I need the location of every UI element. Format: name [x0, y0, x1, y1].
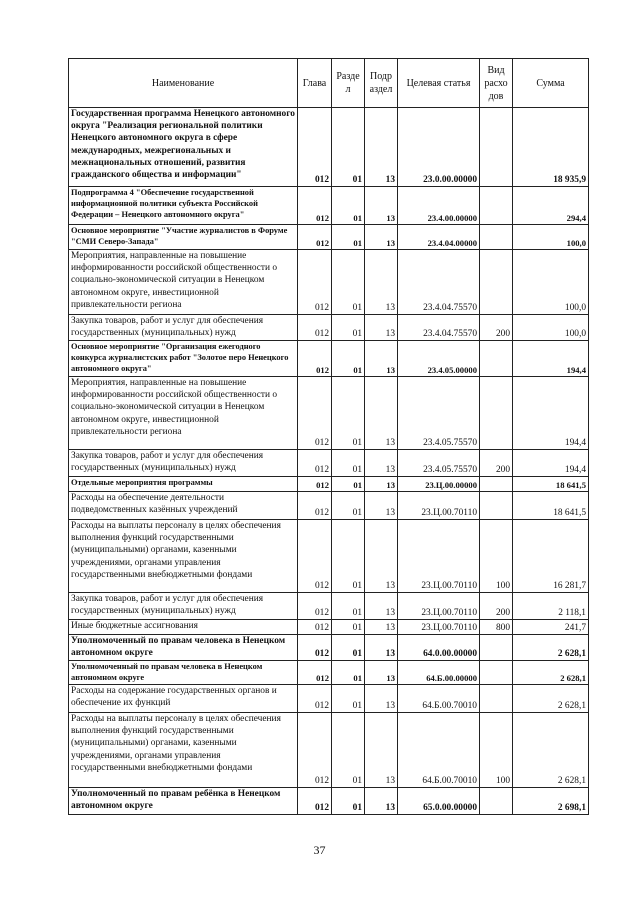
row-target: 23.4.05.75570 [398, 377, 480, 450]
row-chapter: 012 [298, 225, 332, 250]
header-sum: Сумма [513, 59, 589, 108]
row-name: Закупка товаров, работ и услуг для обеспечения государственных (муниципальных) нужд [69, 450, 298, 477]
row-subsection: 13 [365, 620, 398, 635]
row-name: Мероприятия, направленные на повышение информированности российской общественности о социально-экономической ситуации в Ненецком автономном округе, инвестиционной привлекательности региона [69, 250, 298, 315]
table-row [69, 593, 589, 620]
row-chapter: 012 [298, 377, 332, 450]
header-section: Разде л [332, 59, 365, 108]
row-sum: 2 118,1 [513, 593, 589, 620]
table-row [69, 685, 589, 713]
row-sum: 2 628,1 [513, 685, 589, 713]
row-subsection: 13 [365, 315, 398, 341]
row-subsection: 13 [365, 225, 398, 250]
row-target: 23.Ц.00.00000 [398, 477, 480, 492]
row-subsection: 13 [365, 250, 398, 315]
row-target: 23.0.00.00000 [398, 108, 480, 187]
row-section: 01 [332, 187, 365, 225]
table-row [69, 492, 589, 520]
table-row [69, 377, 589, 450]
row-name: Расходы на содержание государственных органов и обеспечение их функций [69, 685, 298, 713]
row-sum: 18 935,9 [513, 108, 589, 187]
row-name: Уполномоченный по правам человека в Ненецком автономном округе [69, 661, 298, 685]
row-subsection: 13 [365, 477, 398, 492]
table-row [69, 477, 589, 492]
row-subsection: 13 [365, 713, 398, 788]
row-subsection: 13 [365, 593, 398, 620]
row-sum: 194,4 [513, 341, 589, 377]
table-row [69, 187, 589, 225]
row-target: 23.4.04.00000 [398, 225, 480, 250]
row-name: Основное мероприятие "Организация ежегодного конкурса журналистских работ "Золотое перо Ненецкого автономного округа" [69, 341, 298, 377]
row-chapter: 012 [298, 661, 332, 685]
row-subsection: 13 [365, 635, 398, 661]
row-chapter: 012 [298, 685, 332, 713]
row-target: 64.0.00.00000 [398, 635, 480, 661]
row-name: Подпрограмма 4 "Обеспечение государственной информационной политики субъекта Российской Федерации – Ненецкого автономного округа" [69, 187, 298, 225]
row-target: 23.Ц.00.70110 [398, 492, 480, 520]
row-chapter: 012 [298, 341, 332, 377]
row-target: 23.Ц.00.70110 [398, 593, 480, 620]
row-target: 64.Б.00.00000 [398, 661, 480, 685]
row-kind [480, 635, 513, 661]
row-kind [480, 477, 513, 492]
row-section: 01 [332, 620, 365, 635]
row-sum: 2 628,1 [513, 661, 589, 685]
row-target: 23.4.05.75570 [398, 450, 480, 477]
table-row [69, 108, 589, 187]
row-sum: 100,0 [513, 315, 589, 341]
row-subsection: 13 [365, 108, 398, 187]
row-name: Расходы на выплаты персоналу в целях обеспечения выполнения функций государственными (муниципальными) органами, казенными учреждениями, органами управления государственными внебюджетными фондами [69, 713, 298, 788]
row-section: 01 [332, 225, 365, 250]
row-target: 65.0.00.00000 [398, 788, 480, 815]
row-kind [480, 788, 513, 815]
row-name: Основное мероприятие "Участие журналистов в Форуме "СМИ Северо-Запада" [69, 225, 298, 250]
row-target: 23.4.04.75570 [398, 250, 480, 315]
row-kind [480, 377, 513, 450]
table-row [69, 315, 589, 341]
row-kind [480, 187, 513, 225]
row-subsection: 13 [365, 685, 398, 713]
row-name: Отдельные мероприятия программы [69, 477, 298, 492]
row-section: 01 [332, 635, 365, 661]
row-subsection: 13 [365, 788, 398, 815]
row-sum: 18 641,5 [513, 492, 589, 520]
row-section: 01 [332, 315, 365, 341]
row-target: 64.Б.00.70010 [398, 713, 480, 788]
table-row [69, 250, 589, 315]
row-kind [480, 492, 513, 520]
table-row [69, 450, 589, 477]
header-chapter: Глава [298, 59, 332, 108]
row-sum: 100,0 [513, 250, 589, 315]
row-sum: 2 628,1 [513, 713, 589, 788]
row-kind: 200 [480, 315, 513, 341]
row-subsection: 13 [365, 341, 398, 377]
page-number: 37 [313, 843, 326, 857]
row-sum: 100,0 [513, 225, 589, 250]
row-kind: 100 [480, 713, 513, 788]
table-row [69, 341, 589, 377]
row-name: Расходы на выплаты персоналу в целях обеспечения выполнения функций государственными (муниципальными) органами, казенными учреждениями, органами управления государственными внебюджетными фондами [69, 520, 298, 593]
row-section: 01 [332, 377, 365, 450]
row-section: 01 [332, 450, 365, 477]
row-chapter: 012 [298, 477, 332, 492]
row-subsection: 13 [365, 187, 398, 225]
row-chapter: 012 [298, 250, 332, 315]
row-name: Закупка товаров, работ и услуг для обеспечения государственных (муниципальных) нужд [69, 315, 298, 341]
row-chapter: 012 [298, 492, 332, 520]
row-name: Закупка товаров, работ и услуг для обеспечения государственных (муниципальных) нужд [69, 593, 298, 620]
row-name: Расходы на обеспечение деятельности подведомственных казённых учреждений [69, 492, 298, 520]
table-row [69, 661, 589, 685]
row-kind [480, 108, 513, 187]
table-row [69, 520, 589, 593]
row-chapter: 012 [298, 788, 332, 815]
row-target: 23.Ц.00.70110 [398, 620, 480, 635]
row-chapter: 012 [298, 520, 332, 593]
budget-table [68, 58, 589, 815]
row-section: 01 [332, 477, 365, 492]
row-target: 64.Б.00.70010 [398, 685, 480, 713]
row-chapter: 012 [298, 713, 332, 788]
row-section: 01 [332, 250, 365, 315]
row-section: 01 [332, 593, 365, 620]
row-subsection: 13 [365, 492, 398, 520]
row-kind [480, 250, 513, 315]
row-sum: 194,4 [513, 450, 589, 477]
row-target: 23.4.00.00000 [398, 187, 480, 225]
table-row [69, 788, 589, 815]
row-sum: 16 281,7 [513, 520, 589, 593]
row-kind: 800 [480, 620, 513, 635]
row-section: 01 [332, 661, 365, 685]
row-subsection: 13 [365, 377, 398, 450]
row-section: 01 [332, 108, 365, 187]
row-sum: 294,4 [513, 187, 589, 225]
row-sum: 241,7 [513, 620, 589, 635]
header-name: Наименование [69, 59, 298, 108]
row-kind: 100 [480, 520, 513, 593]
row-name: Государственная программа Ненецкого автономного округа "Реализация региональной политики Ненецкого автономного округа в сфере международных, межрегиональных и межнациональных отношений, развития гражданского общества и информации" [69, 108, 298, 187]
row-kind: 200 [480, 450, 513, 477]
row-subsection: 13 [365, 661, 398, 685]
row-chapter: 012 [298, 108, 332, 187]
row-name: Уполномоченный по правам человека в Ненецком автономном округе [69, 635, 298, 661]
row-section: 01 [332, 341, 365, 377]
row-sum: 2 698,1 [513, 788, 589, 815]
row-section: 01 [332, 788, 365, 815]
row-name: Мероприятия, направленные на повышение информированности российской общественности о социально-экономической ситуации в Ненецком автономном округе, инвестиционной привлекательности региона [69, 377, 298, 450]
row-chapter: 012 [298, 620, 332, 635]
row-section: 01 [332, 685, 365, 713]
table-row [69, 713, 589, 788]
row-subsection: 13 [365, 520, 398, 593]
row-name: Иные бюджетные ассигнования [69, 620, 298, 635]
row-section: 01 [332, 492, 365, 520]
row-section: 01 [332, 520, 365, 593]
row-sum: 18 641,5 [513, 477, 589, 492]
row-chapter: 012 [298, 315, 332, 341]
header-target: Целевая статья [398, 59, 480, 108]
row-kind [480, 341, 513, 377]
row-kind [480, 225, 513, 250]
row-kind [480, 661, 513, 685]
row-chapter: 012 [298, 593, 332, 620]
header-subsection: Подр аздел [365, 59, 398, 108]
row-subsection: 13 [365, 450, 398, 477]
row-sum: 2 628,1 [513, 635, 589, 661]
header-row [69, 59, 589, 108]
row-target: 23.4.05.00000 [398, 341, 480, 377]
row-target: 23.Ц.00.70110 [398, 520, 480, 593]
row-kind [480, 685, 513, 713]
table-row [69, 225, 589, 250]
row-target: 23.4.04.75570 [398, 315, 480, 341]
row-section: 01 [332, 713, 365, 788]
table-row [69, 635, 589, 661]
header-kind: Вид расхо дов [480, 59, 513, 108]
row-chapter: 012 [298, 187, 332, 225]
row-name: Уполномоченный по правам ребёнка в Ненецком автономном округе [69, 788, 298, 815]
row-sum: 194,4 [513, 377, 589, 450]
row-chapter: 012 [298, 635, 332, 661]
table-row [69, 620, 589, 635]
row-chapter: 012 [298, 450, 332, 477]
row-kind: 200 [480, 593, 513, 620]
